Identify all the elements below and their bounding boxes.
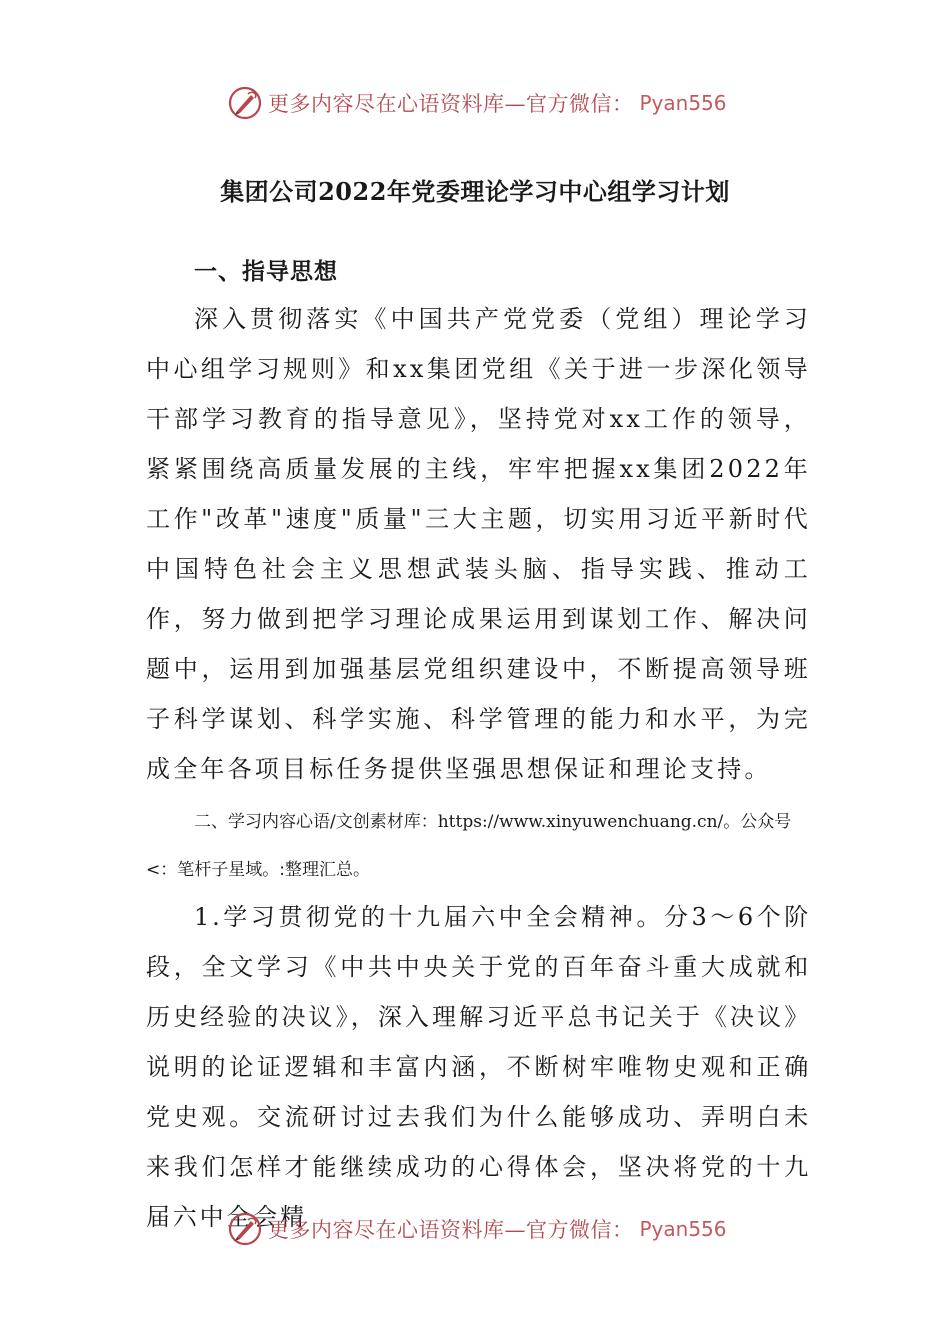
watermark-text: 更多内容尽在心语资料库—官方微信： [268, 1218, 634, 1242]
watermark-text: 更多内容尽在心语资料库—官方微信： [268, 92, 634, 116]
watermark-wechat-id: Pyan556 [639, 1217, 727, 1241]
section-heading-prefix: 二、学习内容心语/文创素材库： [194, 812, 438, 832]
watermark-wechat-id: Pyan556 [639, 91, 727, 115]
watermark-footer [228, 1212, 727, 1246]
pen-logo-icon [228, 86, 262, 120]
document-title: 集团公司2022年党委理论学习中心组学习计划 [220, 177, 730, 206]
watermark-header [228, 86, 727, 120]
section-heading-guiding-ideology: 一、指导思想 [194, 259, 338, 285]
section-heading-suffix: 。公众号<：笔杆子星域。:整理汇总。 [146, 812, 792, 880]
section-heading-study-content [146, 798, 811, 894]
paragraph-item-1: 1.学习贯彻党的十九届六中全会精神。分3～6个阶段，全文学习《中共中央关于党的百年奋斗重大成就和历史经验的决议》，深入理解习近平总书记关于《决议》说明的论证逻辑和丰富内涵，不断树牢唯物史观和正确党史观。交流研讨过去我们为什么能够成功、弄明白未来我们怎样才能继续成功的心得体会，坚决将党的十九届六中全会精 [146, 903, 811, 1231]
pen-logo-icon [228, 1212, 262, 1246]
source-url-link[interactable]: https://www.xinyuwenchuang.cn/ [437, 812, 724, 832]
paragraph-guiding-ideology: 深入贯彻落实《中国共产党党委（党组）理论学习中心组学习规则》和xx集团党组《关于进一步深化领导干部学习教育的指导意见》，坚持党对xx工作的领导，紧紧围绕高质量发展的主线，牢牢把握xx集团2022年工作"改革"速度"质量"三大主题，切实用习近平新时代中国特色社会主义思想武装头脑、指导实践、推动工作，努力做到把学习理论成果运用到谋划工作、解决问题中，运用到加强基层党组织建设中，不断提高领导班子科学谋划、科学实施、科学管理的能力和水平，为完成全年各项目标任务提供坚强思想保证和理论支持。 [146, 305, 811, 783]
